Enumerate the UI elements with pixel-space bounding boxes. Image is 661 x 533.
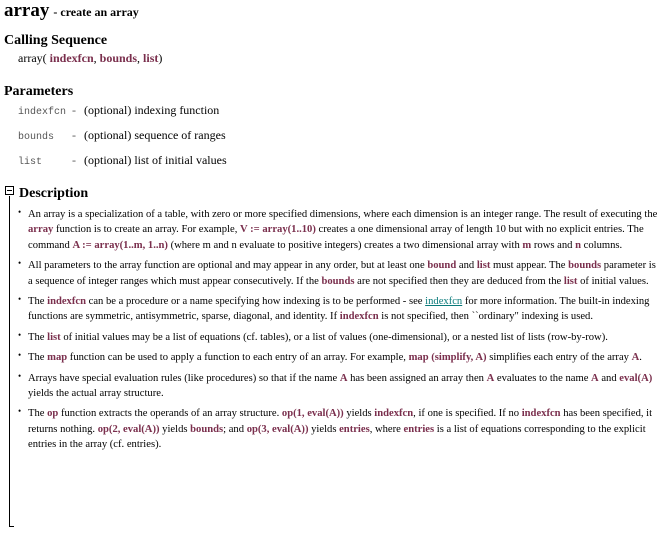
description-bullet [18, 406, 658, 452]
description-bullet [18, 207, 658, 253]
description-text: and [456, 260, 477, 272]
description-text: is not specified, then ``ordinary" indexing is used. [378, 311, 593, 323]
arg-indexfcn: indexfcn [49, 51, 94, 65]
description-text: The [28, 408, 48, 420]
section-bracket-foot [9, 526, 14, 527]
description-bullet [18, 258, 658, 289]
description-text: yields [159, 423, 191, 435]
parameter-description: (optional) list of initial values [84, 153, 227, 167]
code-keyword: list [563, 275, 578, 287]
calling-sequence [18, 51, 162, 66]
code-keyword: indexfcn [47, 296, 86, 308]
arg-list: list [143, 51, 159, 65]
code-keyword: entries [339, 423, 370, 435]
description-text: columns. [580, 239, 623, 251]
parameter-description: (optional) indexing function [84, 103, 220, 117]
code-keyword: A [486, 372, 495, 384]
code-keyword: n [575, 239, 581, 251]
description-text: An array is a specialization of a table, with zero or more specified dimensions, where each dimension is an integer range. The result of executing the [28, 209, 658, 220]
description-text: function can be used to apply a function to each entry of an array. For example, [67, 352, 409, 364]
description-bullet [18, 294, 658, 325]
description-text: (where m and n evaluate to positive integers) creates a two dimensional array with [167, 239, 523, 251]
description-text: simplifies each entry of the array [486, 352, 632, 364]
parameter-row-list [18, 153, 227, 168]
description-list [18, 207, 658, 458]
bullet-point-icon: • [18, 294, 22, 305]
code-keyword: array [28, 224, 54, 236]
description-text: are not specified then they are deduced from the [354, 275, 564, 287]
description-text: function extracts the operands of an array structure. [58, 408, 282, 420]
description-text: for more information. The built-in indexing functions are symmetric, antisymmetric, sparse, diagonal, and identity. If [28, 296, 650, 323]
code-keyword: op(3, eval(A)) [246, 423, 309, 435]
description-bullet [18, 330, 658, 345]
description-text: yields [308, 423, 340, 435]
arg-bounds: bounds [99, 51, 138, 65]
code-keyword: bounds [321, 275, 355, 287]
arg-separator: , [137, 51, 144, 65]
parameter-dash: - [72, 103, 76, 117]
code-keyword: indexfcn [521, 408, 561, 420]
code-keyword: bounds [568, 260, 602, 272]
bullet-point-icon: • [18, 329, 22, 340]
description-text: , if one is specified. If no [413, 408, 522, 420]
collapse-section-icon[interactable] [5, 186, 14, 195]
code-keyword: A [339, 372, 348, 384]
code-keyword: A [591, 372, 599, 384]
description-text: function is to create an array. For example, [53, 224, 240, 236]
parameter-row-bounds [18, 128, 226, 143]
code-keyword: list [476, 260, 491, 272]
code-keyword: op(2, eval(A)) [97, 423, 160, 435]
description-text: rows and [531, 239, 576, 251]
help-link[interactable]: indexfcn [425, 296, 463, 308]
calling-suffix: ) [158, 51, 163, 65]
bullet-point-icon: • [18, 207, 22, 217]
code-keyword: V := array(1..10) [240, 224, 316, 236]
code-keyword: indexfcn [374, 408, 414, 420]
command-name: array [4, 0, 50, 21]
description-text: . [639, 352, 642, 364]
section-bracket-line [9, 196, 10, 526]
description-text: evaluates to the name [494, 372, 592, 384]
command-description: - create an array [53, 5, 139, 19]
description-text: has been specified, it returns nothing. [28, 408, 653, 435]
description-text: and [598, 372, 620, 384]
bullet-point-icon: • [18, 350, 22, 361]
code-keyword: map [47, 352, 68, 364]
arg-separator: , [93, 51, 100, 65]
parameters-heading: Parameters [4, 84, 74, 99]
code-keyword: eval(A) [619, 372, 653, 384]
parameter-name: list [18, 157, 43, 168]
description-text: The [28, 352, 48, 364]
description-heading: Description [19, 186, 89, 201]
description-text: can be a procedure or a name specifying how indexing is to be performed - see [85, 296, 426, 308]
description-text: of initial values may be a list of equations (cf. tables), or a list of values (one-dimensional), or a nested list of lists (row-by-row). [60, 331, 608, 343]
code-keyword: entries [403, 423, 435, 435]
description-text: ; and [223, 423, 247, 435]
parameter-dash: - [72, 128, 76, 142]
parameter-name: indexfcn [18, 107, 67, 118]
description-text: yields [343, 408, 375, 420]
code-keyword: bound [427, 260, 457, 272]
description-bullet [18, 350, 658, 365]
description-bullet [18, 371, 658, 402]
description-text: is a list of equations corresponding to the explicit entries in the array (cf. entries). [28, 423, 646, 451]
code-keyword: indexfcn [339, 311, 379, 323]
description-text: The [28, 331, 48, 343]
code-keyword: A [631, 352, 640, 364]
description-text: has been assigned an array then [347, 372, 487, 384]
code-keyword: m [522, 239, 532, 251]
parameter-description: (optional) sequence of ranges [84, 128, 226, 142]
code-keyword: bounds [190, 423, 224, 435]
description-text: Arrays have special evaluation rules (like procedures) so that if the name [28, 372, 340, 384]
calling-sequence-heading: Calling Sequence [4, 33, 108, 48]
description-text: yields the actual array structure. [28, 388, 164, 400]
description-text: All parameters to the array function are optional and may appear in any order, but at least one [28, 260, 428, 272]
description-text: The [28, 296, 48, 308]
bullet-point-icon: • [18, 406, 22, 417]
bullet-point-icon: • [18, 370, 22, 381]
parameter-name: bounds [18, 132, 55, 143]
description-text: parameter is a sequence of integer ranges which must appear consecutively. If the [28, 260, 656, 287]
description-text: of initial values. [577, 275, 649, 287]
code-keyword: list [47, 331, 61, 343]
page-title [4, 0, 139, 22]
parameter-row-indexfcn [18, 103, 219, 118]
description-text: creates a one dimensional array of length 10 but with no explicit entries. The command [28, 224, 644, 251]
description-text: must appear. The [490, 260, 569, 272]
code-keyword: map (simplify, A) [408, 352, 487, 364]
parameter-dash: - [72, 153, 76, 167]
code-keyword: op(1, eval(A)) [281, 408, 344, 420]
code-keyword: A := array(1..m, 1..n) [72, 239, 168, 251]
bullet-point-icon: • [18, 258, 22, 269]
calling-prefix: array( [18, 51, 47, 65]
code-keyword: op [47, 408, 59, 420]
description-text: , where [369, 423, 404, 435]
